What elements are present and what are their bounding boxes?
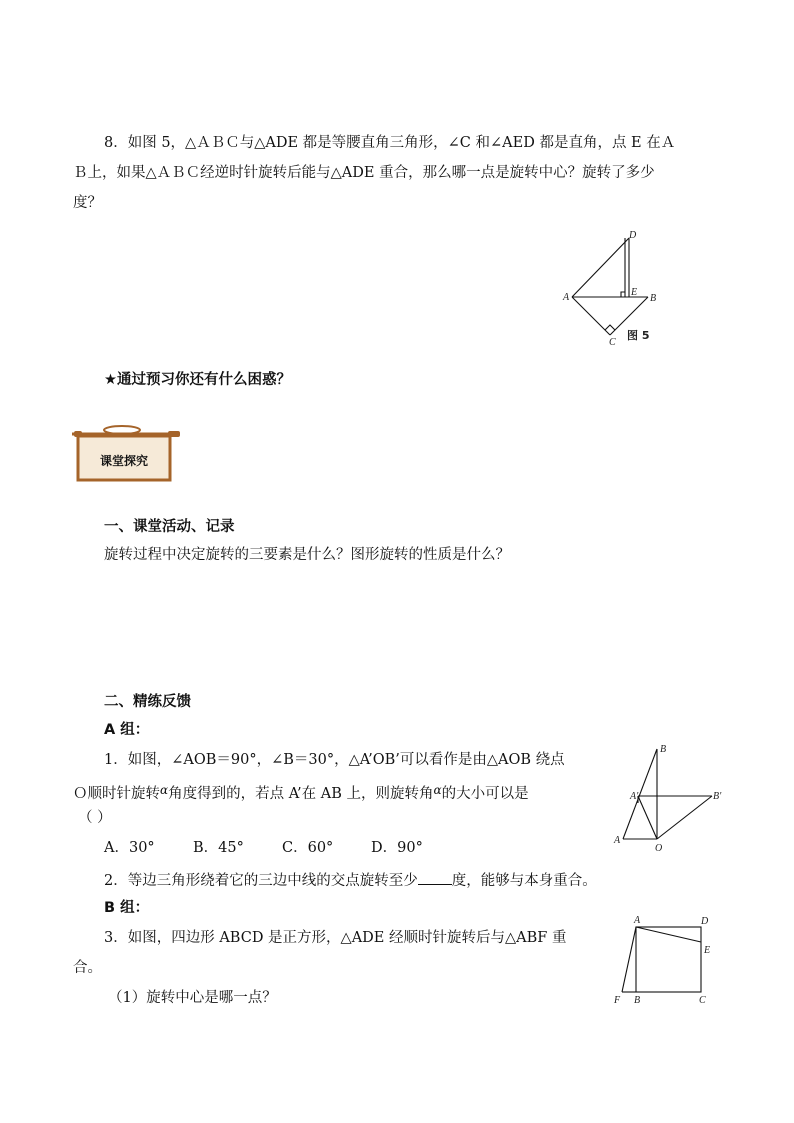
q2-text-part1: 2．等边三角形绕着它的三边中线的交点旋转至少 xyxy=(104,873,418,889)
figq3-label-a: A xyxy=(634,915,641,926)
figq3-label-c: C xyxy=(699,995,706,1006)
figure-q3 xyxy=(608,912,722,1008)
q1-option-b: B．45° xyxy=(193,840,244,856)
q1-line1: 1．如图，∠AOB＝90°，∠B＝30°，△A’OB’可以看作是由△AOB 绕点 xyxy=(104,752,565,768)
banner-label: 课堂探究 xyxy=(99,454,148,468)
alpha-symbol-2: α xyxy=(433,783,442,797)
figq3-label-b: B xyxy=(634,995,641,1006)
q1-option-a: A．30° xyxy=(104,840,155,856)
group-b-label: B 组： xyxy=(104,900,150,916)
figq1-label-b: B xyxy=(660,744,667,755)
fig5-label-d: D xyxy=(629,230,637,241)
alpha-symbol-1: α xyxy=(160,783,169,797)
figq1-label-a1: A' xyxy=(630,791,639,802)
section1-text: 旋转过程中决定旋转的三要素是什么？图形旋转的性质是什么？ xyxy=(104,547,510,563)
q1-line2-part3: 的大小可以是 xyxy=(441,786,529,802)
q1-line2-part1: Ｏ顺时针旋转 xyxy=(73,786,160,802)
q1-line2 xyxy=(73,780,529,804)
fig5-label-b: B xyxy=(650,293,657,304)
figure-5 xyxy=(555,228,665,348)
figq3-label-e: E xyxy=(704,945,711,956)
q3-sub1: （1）旋转中心是哪一点？ xyxy=(108,990,277,1006)
figq3-label-d: D xyxy=(701,916,709,927)
q3-line2: 合。 xyxy=(73,960,102,976)
q8-line1: 8．如图 5，△ＡＢＣ与△ADE 都是等腰直角三角形，∠C 和∠AED 都是直角，点 E 在Ａ xyxy=(104,135,676,151)
fig5-caption: 图 5 xyxy=(627,329,650,342)
section1-heading: 一、课堂活动、记录 xyxy=(104,519,235,535)
q1-answer-bracket: （ ） xyxy=(78,810,112,826)
fig5-label-e: E xyxy=(631,287,638,298)
figq1-label-a: A xyxy=(614,835,621,846)
q2-answer-blank[interactable] xyxy=(418,870,452,885)
q8-line2: Ｂ上，如果△ＡＢＣ经逆时针旋转后能与△ADE 重合，那么哪一点是旋转中心？旋转了多少 xyxy=(73,165,655,181)
q2-text xyxy=(104,870,597,891)
section-banner xyxy=(72,424,184,484)
q8-line3: 度？ xyxy=(73,195,102,211)
fig5-label-a: A xyxy=(563,292,570,303)
figure-q1 xyxy=(610,743,728,858)
q1-line2-part2: 角度得到的，若点 A’在 AB 上，则旋转角 xyxy=(168,786,434,802)
q3-line1: 3．如图，四边形 ABCD 是正方形，△ADE 经顺时针旋转后与△ABF 重 xyxy=(104,930,567,946)
preview-question: ★通过预习你还有什么困惑？ xyxy=(104,372,291,388)
q1-option-c: C．60° xyxy=(282,840,334,856)
group-a-label: A 组： xyxy=(104,722,150,738)
q1-option-d: D．90° xyxy=(371,840,423,856)
figq3-label-f: F xyxy=(614,995,621,1006)
figq1-label-o: O xyxy=(655,843,663,854)
q2-text-part2: 度，能够与本身重合。 xyxy=(451,873,597,889)
fig5-label-c: C xyxy=(609,337,616,348)
figq1-label-b1: B' xyxy=(713,791,722,802)
section2-heading: 二、精练反馈 xyxy=(104,694,191,710)
